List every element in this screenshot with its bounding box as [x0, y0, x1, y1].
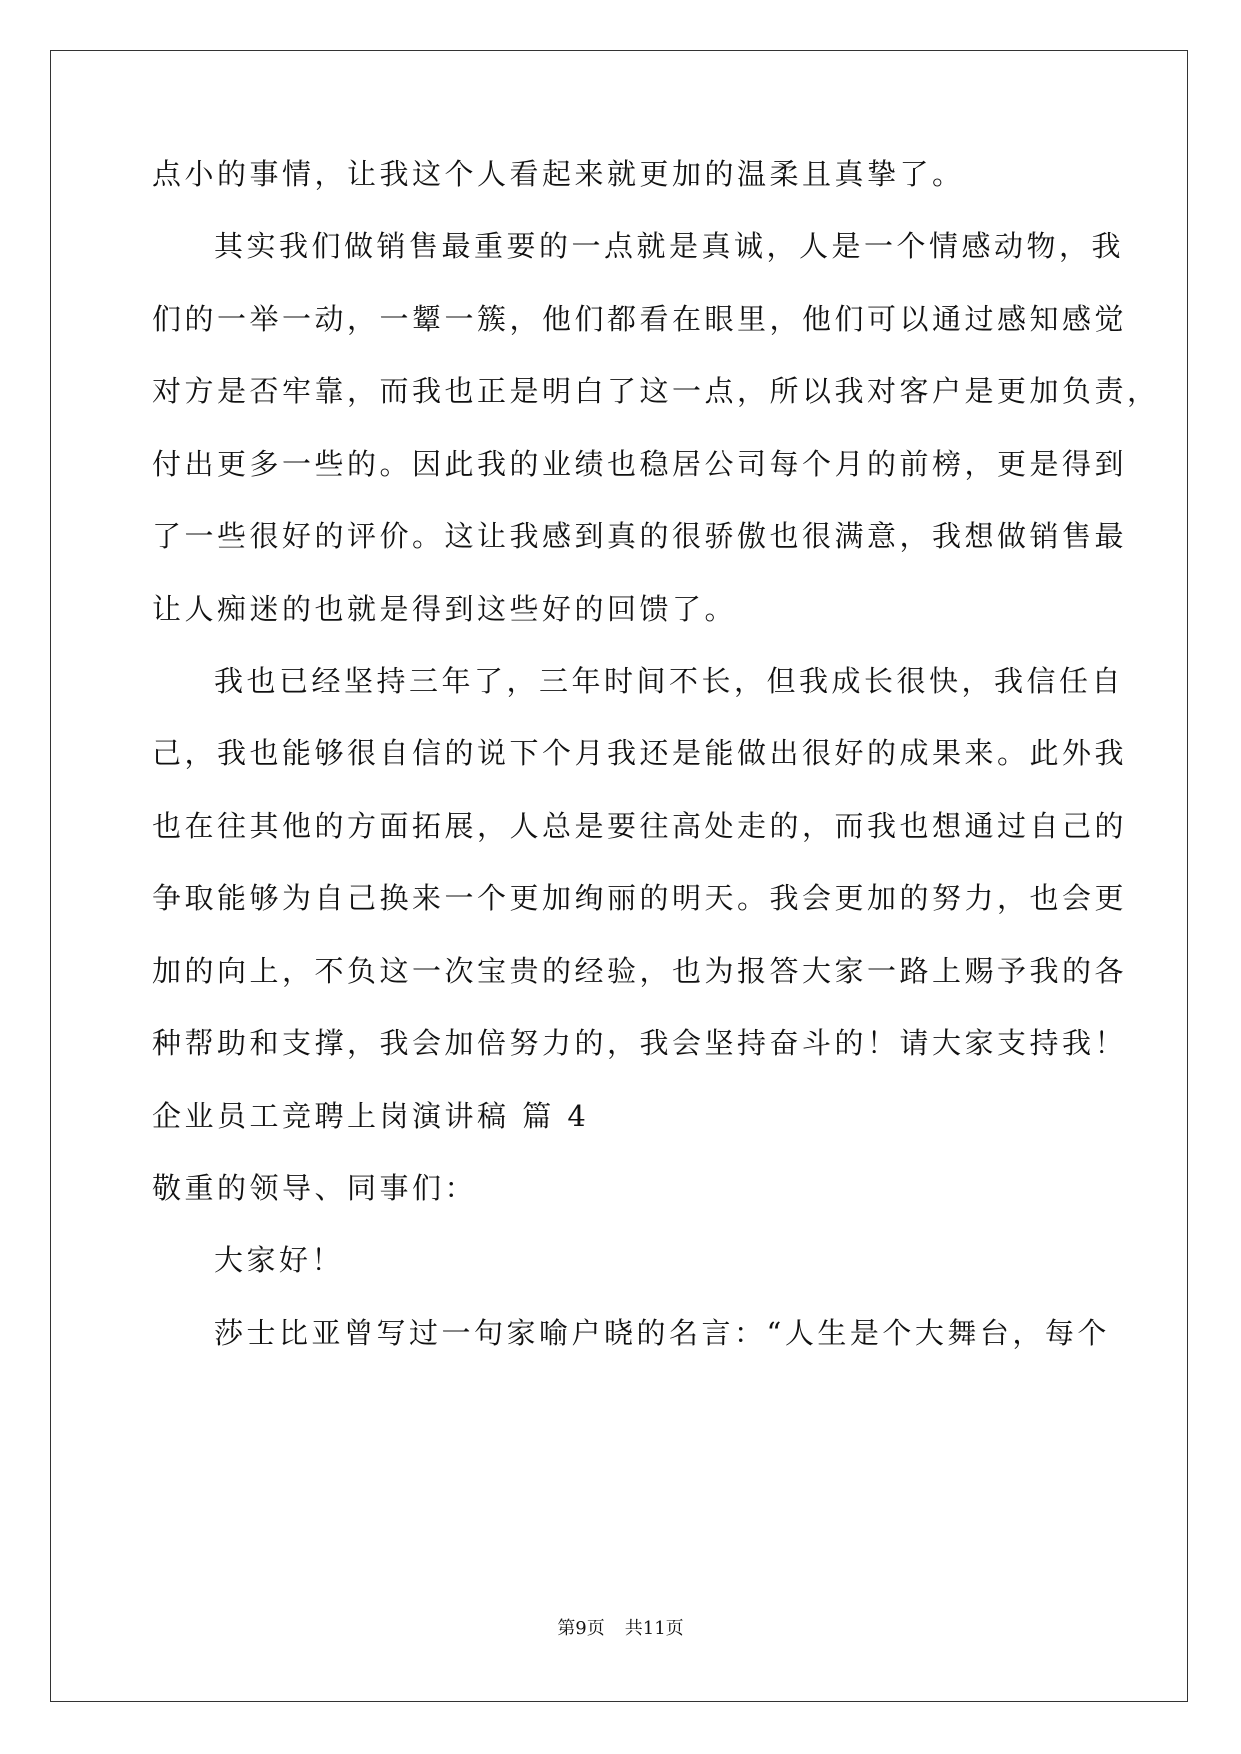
salutation: 敬重的领导、同事们： — [152, 1171, 478, 1205]
text-line: 了一些很好的评价。这让我感到真的很骄傲也很满意，我想做销售最 — [152, 519, 1128, 553]
text-line: 莎士比亚曾写过一句家喻户晓的名言：“人生是个大舞台，每个 — [214, 1316, 1110, 1350]
text-line: 其实我们做销售最重要的一点就是真诚，人是一个情感动物，我 — [214, 229, 1125, 263]
page-total: 共11页 — [624, 1618, 684, 1639]
text-line: 己，我也能够很自信的说下个月我还是能做出很好的成果来。此外我 — [152, 736, 1128, 770]
page-border — [50, 50, 1188, 1702]
text-line: 加的向上，不负这一次宝贵的经验，也为报答大家一路上赐予我的各 — [152, 954, 1128, 988]
text-line: 对方是否牢靠，而我也正是明白了这一点，所以我对客户是更加负责， — [152, 374, 1160, 408]
page-footer — [0, 1617, 1241, 1641]
text-line: 争取能够为自己换来一个更加绚丽的明天。我会更加的努力，也会更 — [152, 881, 1128, 915]
text-line: 种帮助和支撑，我会加倍努力的，我会坚持奋斗的！请大家支持我！ — [152, 1026, 1128, 1060]
text-line: 让人痴迷的也就是得到这些好的回馈了。 — [152, 592, 738, 626]
greeting: 大家好！ — [214, 1243, 345, 1277]
text-line: 们的一举一动，一颦一簇，他们都看在眼里，他们可以通过感知感觉 — [152, 302, 1128, 336]
text-line: 点小的事情，让我这个人看起来就更加的温柔且真挚了。 — [152, 157, 965, 191]
text-line: 我也已经坚持三年了，三年时间不长，但我成长很快，我信任自 — [214, 664, 1125, 698]
text-line: 付出更多一些的。因此我的业绩也稳居公司每个月的前榜，更是得到 — [152, 447, 1128, 481]
text-line: 也在往其他的方面拓展，人总是要往高处走的，而我也想通过自己的 — [152, 809, 1128, 843]
page-number: 第9页 — [557, 1618, 605, 1639]
section-heading: 企业员工竞聘上岗演讲稿 篇 4 — [152, 1099, 590, 1133]
